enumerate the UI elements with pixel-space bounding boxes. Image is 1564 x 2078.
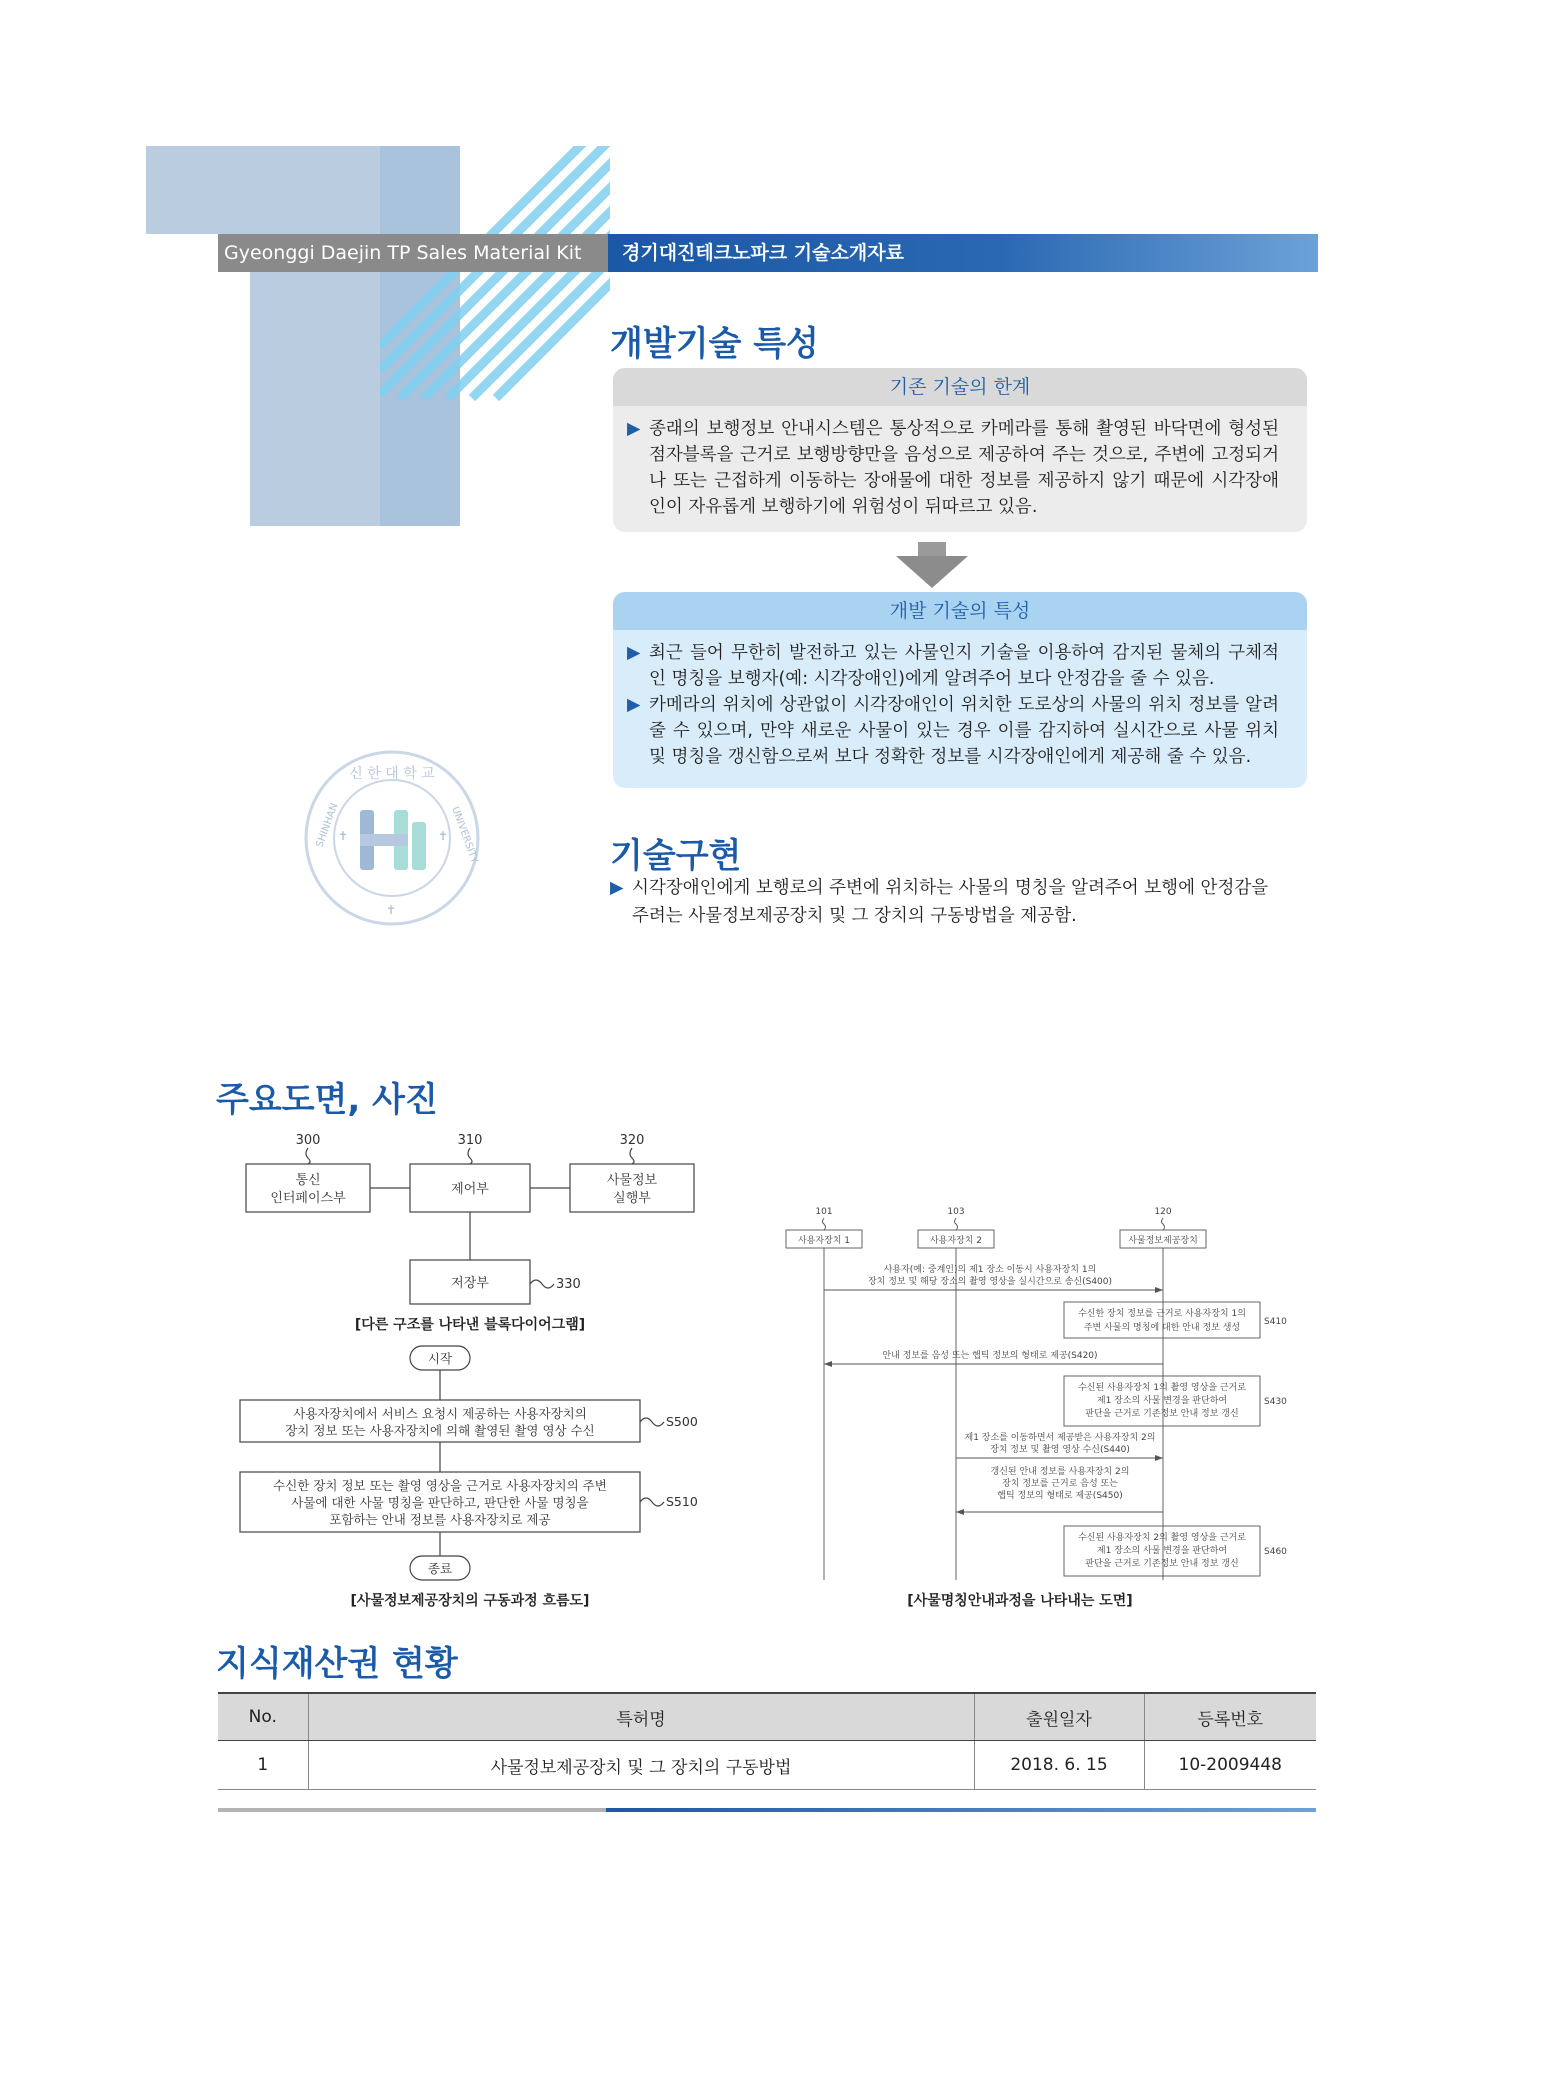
col-no: No. bbox=[218, 1693, 308, 1741]
cell-registration-no: 10-2009448 bbox=[1144, 1741, 1316, 1790]
col-registration-no: 등록번호 bbox=[1144, 1693, 1316, 1741]
note-s460-line3: 판단을 근거로 기존정보 안내 정보 갱신 bbox=[1085, 1559, 1239, 1569]
svg-text:✝: ✝ bbox=[438, 829, 449, 843]
note-s410-line1: 수신한 장치 정보를 근거로 사용자장치 1의 bbox=[1078, 1309, 1246, 1319]
logo-text-top: 신 한 대 학 교 bbox=[349, 766, 435, 782]
note-ref-s410: S410 bbox=[1264, 1317, 1287, 1327]
decor-stripes bbox=[380, 146, 610, 446]
block-node-300-line2: 인터페이스부 bbox=[270, 1191, 346, 1206]
block-node-320-line1: 사물정보 bbox=[606, 1173, 658, 1188]
implementation-title: 기술구현 bbox=[610, 836, 742, 876]
actor-ref-103: 103 bbox=[947, 1207, 965, 1217]
implementation-bullet: ▶ 시각장애인에게 보행로의 주변에 위치하는 사물의 명칭을 알려주어 보행에 안정감을 주려는 사물정보제공장치 및 그 장치의 구동방법을 제공함. bbox=[610, 874, 1270, 930]
ip-table-wrap bbox=[218, 1692, 1316, 1790]
flowchart-start: 시작 bbox=[427, 1351, 453, 1366]
footer-rule-blue bbox=[606, 1808, 1316, 1812]
flowchart bbox=[230, 1342, 710, 1582]
actor-ref-120: 120 bbox=[1154, 1207, 1172, 1217]
logo-text-right: UNIVERSITY bbox=[449, 805, 480, 865]
flowchart-ref-s500: S500 bbox=[666, 1414, 698, 1429]
note-s430-line2: 제1 장소의 사물 변경을 판단하여 bbox=[1096, 1396, 1228, 1406]
note-s430-line1: 수신된 사용자장치 1의 촬영 영상을 근거로 bbox=[1078, 1383, 1246, 1393]
footer-rule-gray bbox=[218, 1808, 606, 1812]
decor-t-stem bbox=[250, 146, 380, 526]
flowchart-s500-line2: 장치 정보 또는 사용자장치에 의해 촬영된 촬영 영상 수신 bbox=[285, 1423, 595, 1438]
sequence-diagram bbox=[780, 1200, 1320, 1584]
actor-info-device: 사물정보제공장치 bbox=[1128, 1236, 1198, 1246]
svg-text:✝: ✝ bbox=[386, 903, 397, 917]
flowchart-s500-line1: 사용자장치에서 서비스 요청시 제공하는 사용자장치의 bbox=[293, 1406, 587, 1421]
flowchart-s510-line1: 수신한 장치 정보 또는 촬영 영상을 근거로 사용자장치의 주변 bbox=[273, 1478, 607, 1493]
features-box bbox=[613, 592, 1307, 788]
limits-box bbox=[613, 368, 1307, 532]
header-title: 경기대진테크노파크 기술소개자료 bbox=[608, 234, 1318, 272]
message-s440-line1: 제1 장소를 이동하면서 제공받은 사용자장치 2의 bbox=[964, 1433, 1156, 1443]
flowchart-s510-line2: 사물에 대한 사물 명칭을 판단하고, 판단한 사물 명칭을 bbox=[291, 1495, 589, 1510]
message-s400-line1: 사용자(예: 중계인)의 제1 장소 이동시 사용자장치 1의 bbox=[883, 1265, 1097, 1275]
message-s450-line3: 햅틱 정보의 형태로 제공(S450) bbox=[997, 1491, 1123, 1501]
ip-table bbox=[218, 1692, 1316, 1790]
block-ref-300: 300 bbox=[295, 1133, 321, 1148]
triangle-bullet-icon: ▶ bbox=[610, 878, 624, 898]
table-row bbox=[218, 1741, 1316, 1790]
features-bullet: ▶ 최근 들어 무한히 발전하고 있는 사물인지 기술을 이용하여 감지된 물체의 구체적인 명칭을 보행자(예: 시각장애인)에게 알려주어 보다 안정감을 줄 수 있음. bbox=[627, 640, 1279, 692]
svg-text:✝: ✝ bbox=[338, 829, 349, 843]
table-header-row bbox=[218, 1693, 1316, 1741]
cell-filing-date: 2018. 6. 15 bbox=[974, 1741, 1144, 1790]
actor-ref-101: 101 bbox=[815, 1207, 833, 1217]
message-s420: 안내 정보를 음성 또는 햅틱 정보의 형태로 제공(S420) bbox=[882, 1351, 1098, 1361]
note-ref-s430: S430 bbox=[1264, 1397, 1287, 1407]
block-node-300-line1: 통신 bbox=[295, 1173, 321, 1188]
message-s400-line2: 장치 정보 및 해당 장소의 촬영 영상을 실시간으로 송신(S400) bbox=[867, 1277, 1113, 1287]
triangle-bullet-icon: ▶ bbox=[627, 419, 641, 439]
block-node-320-line2: 실행부 bbox=[613, 1191, 651, 1206]
header-kit-label: Gyeonggi Daejin TP Sales Material Kit bbox=[218, 234, 608, 272]
block-ref-330: 330 bbox=[556, 1277, 581, 1292]
sequence-caption: [사물명칭안내과정을 나타내는 도면] bbox=[907, 1593, 1133, 1609]
figures-title: 주요도면, 사진 bbox=[216, 1080, 438, 1120]
down-arrow-icon bbox=[896, 542, 968, 590]
university-seal-logo bbox=[302, 748, 482, 928]
message-s450-line1: 갱신된 안내 정보를 사용자장치 2의 bbox=[990, 1467, 1130, 1477]
actor-user-device-1: 사용자장치 1 bbox=[797, 1236, 851, 1246]
triangle-bullet-icon: ▶ bbox=[627, 695, 641, 715]
actor-user-device-2: 사용자장치 2 bbox=[929, 1236, 983, 1246]
col-patent-name: 특허명 bbox=[308, 1693, 974, 1741]
block-node-310: 제어부 bbox=[451, 1182, 489, 1197]
triangle-bullet-icon: ▶ bbox=[627, 643, 641, 663]
features-box-heading: 개발 기술의 특성 bbox=[613, 592, 1307, 630]
ip-status-title: 지식재산권 현황 bbox=[216, 1644, 458, 1684]
features-bullet: ▶ 카메라의 위치에 상관없이 시각장애인이 위치한 도로상의 사물의 위치 정보를 알려줄 수 있으며, 만약 새로운 사물이 있는 경우 이를 감지하여 실시간으로 사물 위치 및 명칭을 갱신함으로써 보다 정확한 정보를 시각장애인에게 제공해 줄 수 있음. bbox=[627, 692, 1279, 770]
block-diagram bbox=[230, 1126, 710, 1326]
limits-bullet: ▶ 종래의 보행정보 안내시스템은 통상적으로 카메라를 통해 촬영된 바닥면에 형성된 점자블록을 근거로 보행방향만을 음성으로 제공하여 주는 것으로, 주변에 고정되거나 또는 근접하게 이동하는 장애물에 대한 정보를 제공하지 않기 때문에 시각장애인이 자유롭게 보행하기에 위험성이 뒤따르고 있음. bbox=[627, 416, 1279, 520]
message-s450-line2: 장치 정보를 근거로 음성 또는 bbox=[1002, 1479, 1118, 1489]
note-s430-line3: 판단을 근거로 기존정보 안내 정보 갱신 bbox=[1085, 1409, 1239, 1419]
features-title: 개발기술 특성 bbox=[610, 324, 819, 364]
message-s440-line2: 장치 정보 및 촬영 영상 수신(S440) bbox=[990, 1445, 1130, 1455]
limits-box-heading: 기존 기술의 한계 bbox=[613, 368, 1307, 406]
block-node-330: 저장부 bbox=[451, 1276, 489, 1291]
flowchart-s510-line3: 포함하는 안내 정보를 사용자장치로 제공 bbox=[329, 1512, 551, 1527]
note-s410-line2: 주변 사물의 명칭에 대한 안내 정보 생성 bbox=[1083, 1323, 1241, 1333]
cell-no: 1 bbox=[218, 1741, 308, 1790]
flowchart-end: 종료 bbox=[427, 1561, 453, 1576]
logo-text-left: SHINHAN bbox=[314, 801, 341, 850]
cell-patent-name: 사물정보제공장치 및 그 장치의 구동방법 bbox=[308, 1741, 974, 1790]
note-s460-line1: 수신된 사용자장치 2의 촬영 영상을 근거로 bbox=[1078, 1533, 1246, 1543]
block-ref-310: 310 bbox=[457, 1133, 483, 1148]
flowchart-ref-s510: S510 bbox=[666, 1494, 698, 1509]
note-s460-line2: 제1 장소의 사물 변경을 판단하여 bbox=[1096, 1546, 1228, 1556]
col-filing-date: 출원일자 bbox=[974, 1693, 1144, 1741]
block-ref-320: 320 bbox=[619, 1133, 645, 1148]
flowchart-caption: [사물정보제공장치의 구동과정 흐름도] bbox=[350, 1593, 590, 1609]
block-diagram-caption: [다른 구조를 나타낸 블록다이어그램] bbox=[354, 1317, 586, 1333]
note-ref-s460: S460 bbox=[1264, 1547, 1287, 1557]
